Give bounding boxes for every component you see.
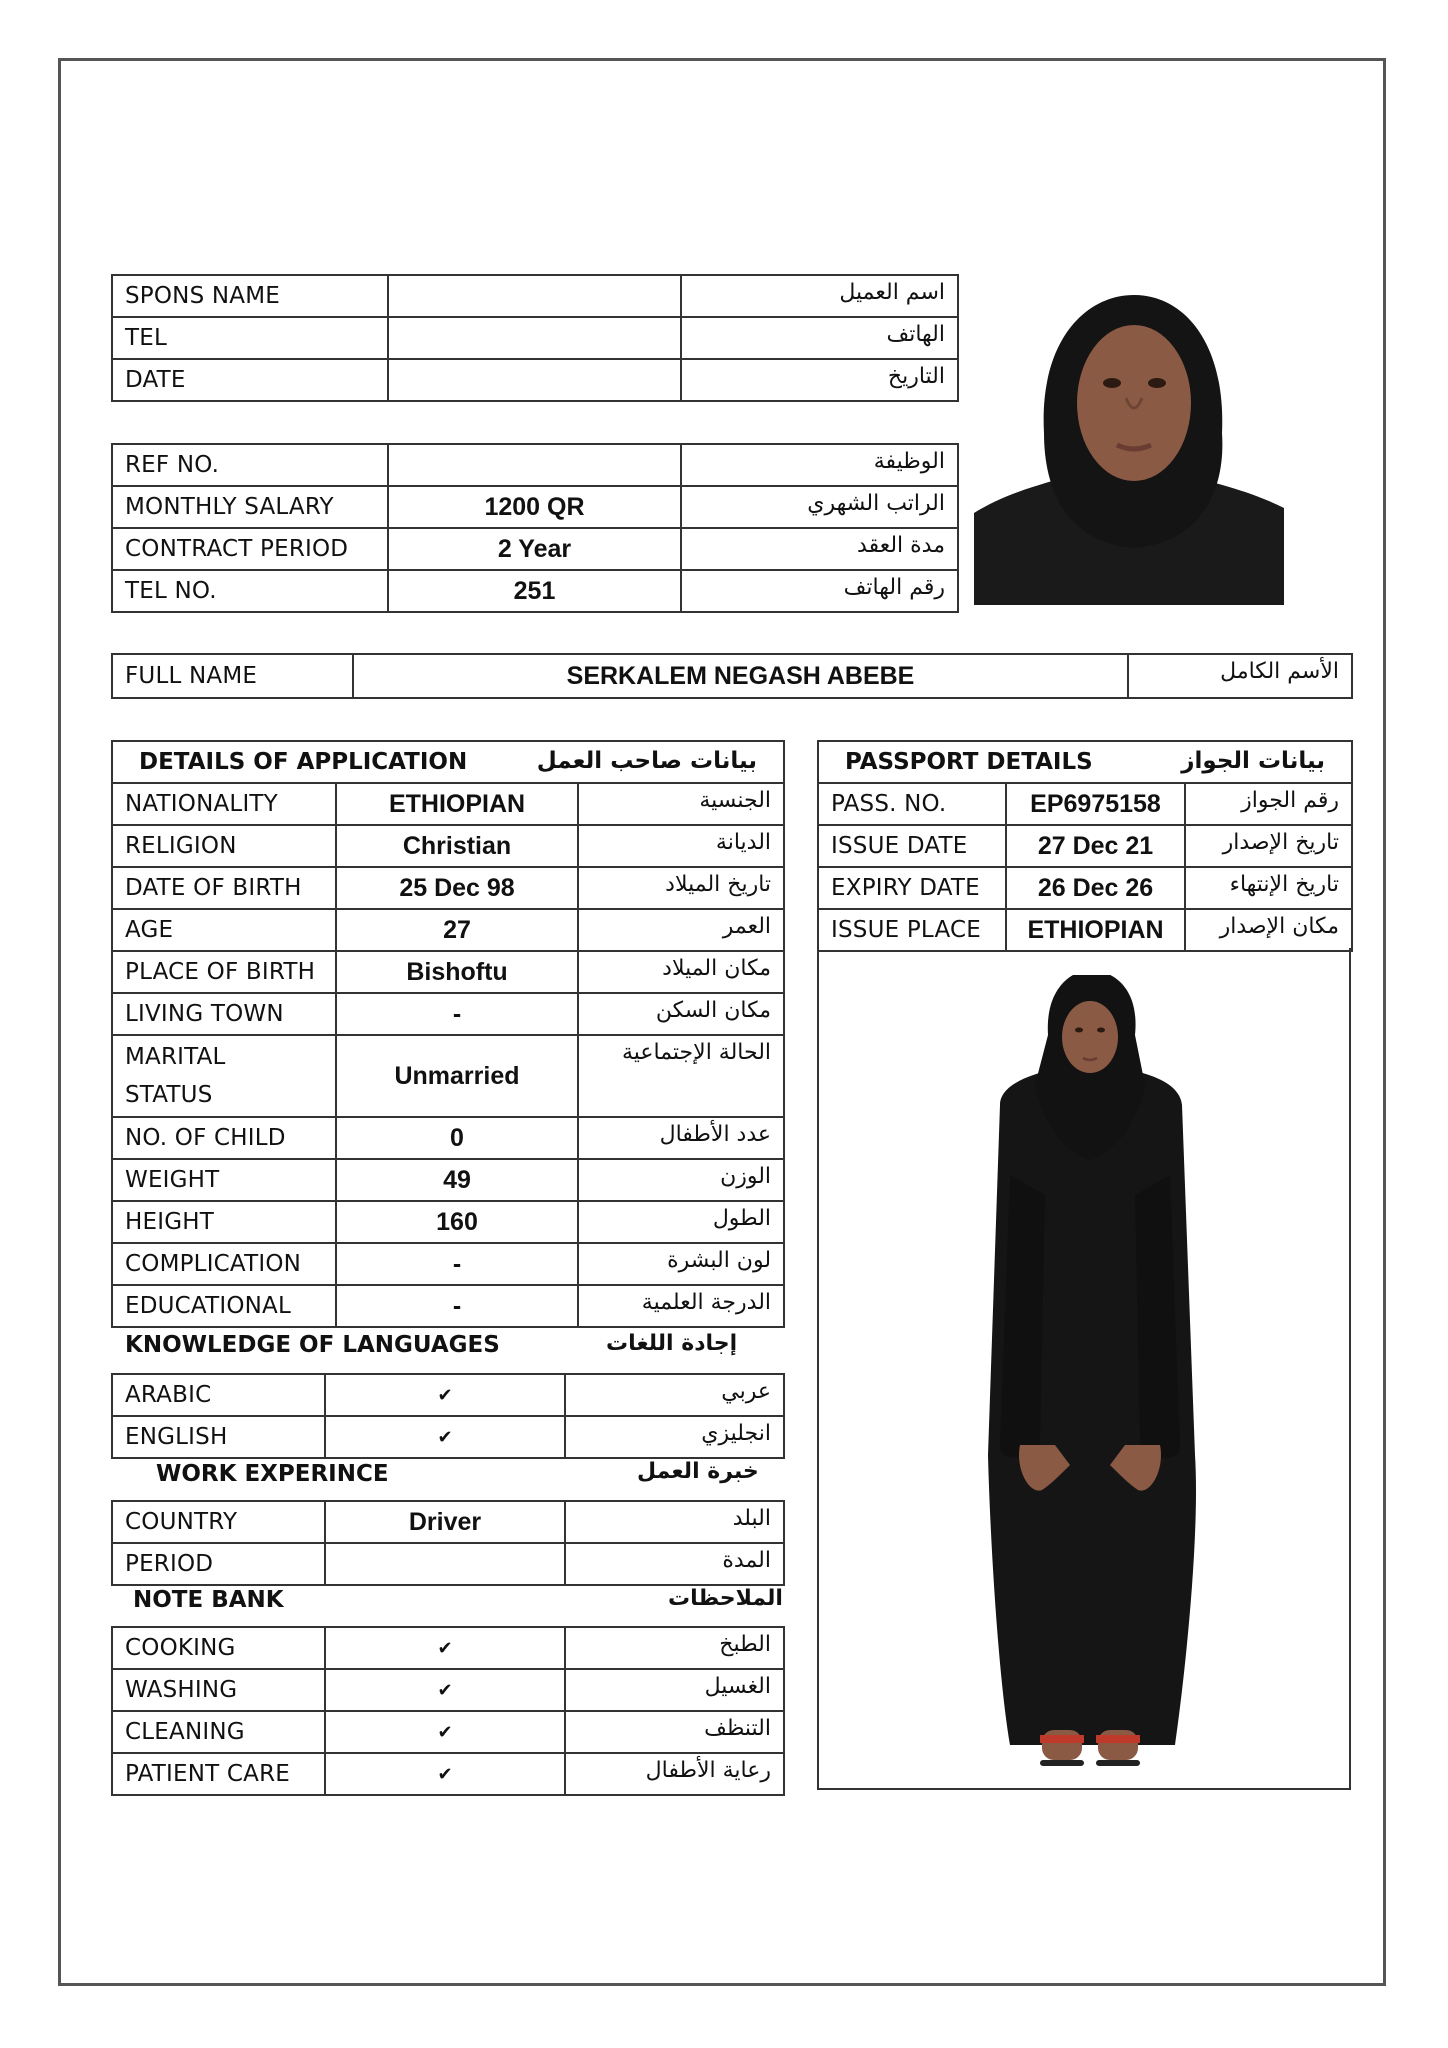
no-of-child-arabic: عدد الأطفال — [578, 1117, 784, 1159]
period-label: PERIOD — [112, 1543, 325, 1585]
living-town-label: LIVING TOWN — [112, 993, 336, 1035]
table-row — [112, 1285, 784, 1327]
living-town-value: - — [336, 993, 578, 1035]
full-name-value: SERKALEM NEGASH ABEBE — [353, 654, 1128, 698]
table-row — [112, 1374, 784, 1416]
monthly-salary-label: MONTHLY SALARY — [112, 486, 388, 528]
washing-arabic: الغسيل — [565, 1669, 784, 1711]
table-row — [112, 444, 958, 486]
height-label: HEIGHT — [112, 1201, 336, 1243]
application-title-arabic: بيانات صاحب العمل — [536, 748, 758, 774]
cooking-check-icon: ✔ — [325, 1627, 565, 1669]
weight-label: WEIGHT — [112, 1159, 336, 1201]
marital-status-arabic: الحالة الإجتماعية — [578, 1035, 784, 1117]
table-row — [818, 825, 1352, 867]
religion-arabic: الديانة — [578, 825, 784, 867]
work-title-arabic: خبرة العمل — [637, 1459, 759, 1484]
date-label: DATE — [112, 359, 388, 401]
tel-no-arabic: رقم الهاتف — [681, 570, 958, 612]
table-row — [112, 1753, 784, 1795]
sponsor-name-value[interactable] — [388, 275, 681, 317]
marital-status-label — [112, 1035, 336, 1117]
tel-arabic: الهاتف — [681, 317, 958, 359]
notes-title-arabic: الملاحظات — [668, 1586, 783, 1611]
period-value — [325, 1543, 565, 1585]
no-of-child-label: NO. OF CHILD — [112, 1117, 336, 1159]
no-of-child-value: 0 — [336, 1117, 578, 1159]
issue-date-arabic: تاريخ الإصدار — [1185, 825, 1352, 867]
marital-status-value: Unmarried — [336, 1035, 578, 1117]
table-row — [112, 1243, 784, 1285]
date-arabic: التاريخ — [681, 359, 958, 401]
application-title: DETAILS OF APPLICATION — [139, 749, 468, 775]
table-row — [112, 993, 784, 1035]
country-value: Driver — [325, 1501, 565, 1543]
height-arabic: الطول — [578, 1201, 784, 1243]
place-of-birth-arabic: مكان الميلاد — [578, 951, 784, 993]
table-row — [112, 783, 784, 825]
period-arabic: المدة — [565, 1543, 784, 1585]
full-body-illustration — [970, 975, 1210, 1775]
age-arabic: العمر — [578, 909, 784, 951]
age-value: 27 — [336, 909, 578, 951]
notes-title: NOTE BANK — [133, 1587, 284, 1613]
monthly-salary-arabic: الراتب الشهري — [681, 486, 958, 528]
languages-title-arabic: إجادة اللغات — [606, 1331, 738, 1356]
table-row — [112, 1159, 784, 1201]
issue-date-value: 27 Dec 21 — [1006, 825, 1185, 867]
arabic-language-label: ARABIC — [112, 1374, 325, 1416]
languages-table — [111, 1373, 785, 1459]
contract-period-arabic: مدة العقد — [681, 528, 958, 570]
country-arabic: البلد — [565, 1501, 784, 1543]
date-of-birth-label: DATE OF BIRTH — [112, 867, 336, 909]
issue-place-label: ISSUE PLACE — [818, 909, 1006, 951]
marital-label-line1: MARITAL — [125, 1044, 226, 1070]
sponsor-name-label: SPONS NAME — [112, 275, 388, 317]
educational-arabic: الدرجة العلمية — [578, 1285, 784, 1327]
cooking-label: COOKING — [112, 1627, 325, 1669]
english-language-label: ENGLISH — [112, 1416, 325, 1458]
english-check-icon: ✔ — [325, 1416, 565, 1458]
work-table — [111, 1500, 785, 1586]
ref-no-arabic: الوظيفة — [681, 444, 958, 486]
issue-date-label: ISSUE DATE — [818, 825, 1006, 867]
complication-value: - — [336, 1243, 578, 1285]
application-table — [111, 740, 785, 1328]
portrait-illustration — [974, 283, 1284, 605]
religion-label: RELIGION — [112, 825, 336, 867]
pass-no-value: EP6975158 — [1006, 783, 1185, 825]
tel-value[interactable] — [388, 317, 681, 359]
place-of-birth-label: PLACE OF BIRTH — [112, 951, 336, 993]
table-row — [818, 783, 1352, 825]
expiry-date-arabic: تاريخ الإنتهاء — [1185, 867, 1352, 909]
full-name-label: FULL NAME — [112, 654, 353, 698]
cleaning-arabic: التنظف — [565, 1711, 784, 1753]
table-row — [112, 570, 958, 612]
table-row — [112, 1035, 784, 1117]
weight-value: 49 — [336, 1159, 578, 1201]
work-title: WORK EXPERINCE — [156, 1461, 389, 1487]
patient-care-label: PATIENT CARE — [112, 1753, 325, 1795]
table-row — [112, 1501, 784, 1543]
patient-care-check-icon: ✔ — [325, 1753, 565, 1795]
contract-table — [111, 443, 959, 613]
nationality-value: ETHIOPIAN — [336, 783, 578, 825]
english-language-arabic: انجليزي — [565, 1416, 784, 1458]
contract-period-value: 2 Year — [388, 528, 681, 570]
table-row — [112, 1416, 784, 1458]
sponsor-name-arabic: اسم العميل — [681, 275, 958, 317]
height-value: 160 — [336, 1201, 578, 1243]
table-row — [112, 1711, 784, 1753]
monthly-salary-value: 1200 QR — [388, 486, 681, 528]
table-row — [112, 486, 958, 528]
table-row — [112, 909, 784, 951]
educational-value: - — [336, 1285, 578, 1327]
table-row — [112, 1543, 784, 1585]
cleaning-label: CLEANING — [112, 1711, 325, 1753]
table-row — [112, 825, 784, 867]
pass-no-arabic: رقم الجواز — [1185, 783, 1352, 825]
full-body-photo — [970, 975, 1210, 1775]
date-of-birth-arabic: تاريخ الميلاد — [578, 867, 784, 909]
date-of-birth-value: 25 Dec 98 — [336, 867, 578, 909]
ref-no-value — [388, 444, 681, 486]
marital-label-line2: STATUS — [125, 1082, 213, 1108]
portrait-photo — [974, 283, 1284, 605]
religion-value: Christian — [336, 825, 578, 867]
passport-title: PASSPORT DETAILS — [845, 749, 1093, 775]
table-row — [112, 1117, 784, 1159]
table-row — [112, 317, 958, 359]
issue-place-arabic: مكان الإصدار — [1185, 909, 1352, 951]
tel-no-value: 251 — [388, 570, 681, 612]
issue-place-value: ETHIOPIAN — [1006, 909, 1185, 951]
living-town-arabic: مكان السكن — [578, 993, 784, 1035]
date-value[interactable] — [388, 359, 681, 401]
table-row — [818, 909, 1352, 951]
washing-label: WASHING — [112, 1669, 325, 1711]
notes-table — [111, 1626, 785, 1796]
nationality-arabic: الجنسية — [578, 783, 784, 825]
complication-arabic: لون البشرة — [578, 1243, 784, 1285]
passport-header — [818, 741, 1352, 783]
full-name-arabic: الأسم الكامل — [1128, 654, 1352, 698]
country-label: COUNTRY — [112, 1501, 325, 1543]
application-header — [112, 741, 784, 783]
table-row — [112, 528, 958, 570]
tel-label: TEL — [112, 317, 388, 359]
passport-title-arabic: بيانات الجواز — [1181, 748, 1325, 774]
cooking-arabic: الطبخ — [565, 1627, 784, 1669]
nationality-label: NATIONALITY — [112, 783, 336, 825]
table-row — [112, 1201, 784, 1243]
table-row — [818, 867, 1352, 909]
sponsor-table — [111, 274, 959, 402]
contract-period-label: CONTRACT PERIOD — [112, 528, 388, 570]
ref-no-label: REF NO. — [112, 444, 388, 486]
table-row — [112, 867, 784, 909]
complication-label: COMPLICATION — [112, 1243, 336, 1285]
expiry-date-label: EXPIRY DATE — [818, 867, 1006, 909]
place-of-birth-value: Bishoftu — [336, 951, 578, 993]
table-row — [112, 951, 784, 993]
weight-arabic: الوزن — [578, 1159, 784, 1201]
cleaning-check-icon: ✔ — [325, 1711, 565, 1753]
languages-title: KNOWLEDGE OF LANGUAGES — [125, 1332, 500, 1358]
age-label: AGE — [112, 909, 336, 951]
table-row — [112, 275, 958, 317]
table-row — [112, 654, 1352, 698]
full-name-table — [111, 653, 1353, 699]
table-row — [112, 1669, 784, 1711]
patient-care-arabic: رعاية الأطفال — [565, 1753, 784, 1795]
table-row — [112, 1627, 784, 1669]
washing-check-icon: ✔ — [325, 1669, 565, 1711]
table-row — [112, 359, 958, 401]
tel-no-label: TEL NO. — [112, 570, 388, 612]
expiry-date-value: 26 Dec 26 — [1006, 867, 1185, 909]
passport-table — [817, 740, 1353, 952]
educational-label: EDUCATIONAL — [112, 1285, 336, 1327]
arabic-language-arabic: عربي — [565, 1374, 784, 1416]
pass-no-label: PASS. NO. — [818, 783, 1006, 825]
arabic-check-icon: ✔ — [325, 1374, 565, 1416]
